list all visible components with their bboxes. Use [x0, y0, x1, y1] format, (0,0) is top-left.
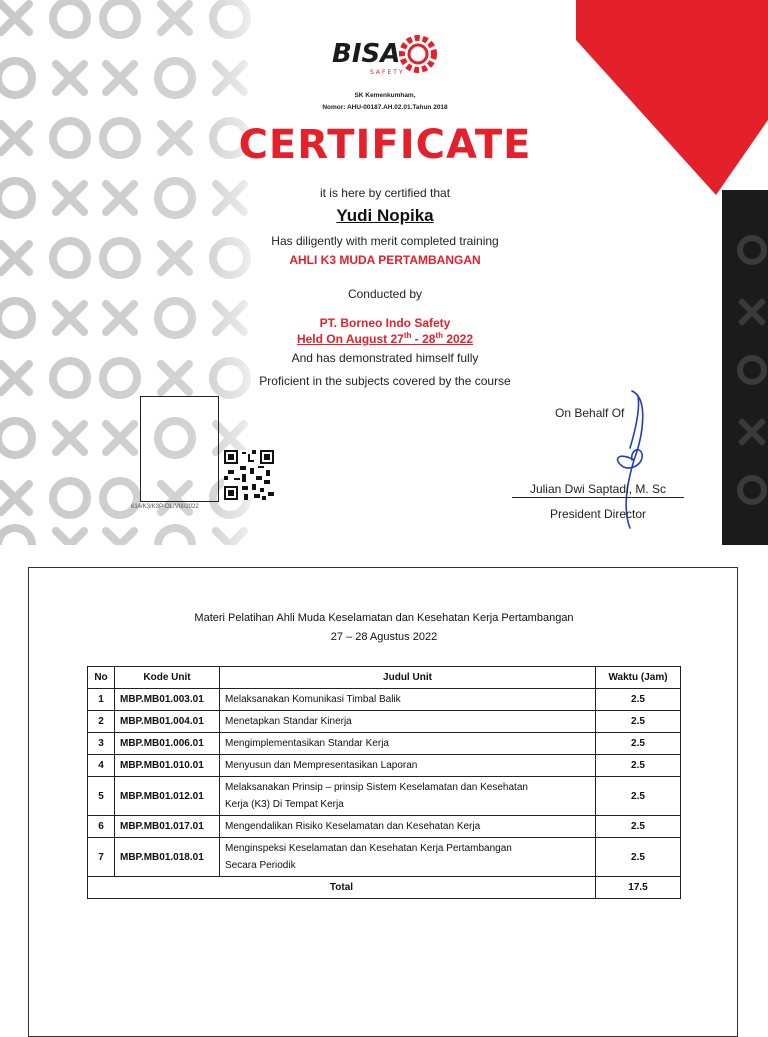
held-dates: [180, 331, 590, 346]
cell-kode: MBP.MB01.010.01: [115, 755, 220, 777]
certificate-title: CERTIFICATE: [238, 122, 532, 168]
completed-text: Has diligently with merit completed training: [271, 234, 499, 248]
cell-kode: MBP.MB01.003.01: [115, 689, 220, 711]
cell-waktu: 2.5: [596, 689, 681, 711]
materi-title: Materi Pelatihan Ahli Muda Keselamatan dan Kesehatan Kerja Pertambangan: [194, 612, 574, 624]
total-label: Total: [88, 877, 596, 899]
cell-waktu: 2.5: [596, 816, 681, 838]
held-prefix: Held On August 27: [296, 332, 404, 346]
recipient-name: Yudi Nopika: [336, 206, 434, 225]
red-corner-shape: [576, 0, 768, 200]
course-name: AHLI K3 MUDA PERTAMBANGAN: [289, 253, 481, 267]
cell-kode: MBP.MB01.012.01: [115, 777, 220, 816]
cell-waktu: 2.5: [596, 755, 681, 777]
held-sup-2: th: [435, 331, 443, 340]
cell-kode: MBP.MB01.018.01: [115, 838, 220, 877]
materi-page: [28, 567, 738, 1037]
photo-placeholder: [140, 396, 219, 502]
table-row: [88, 689, 681, 711]
sk-line-1: SK Kemenkumham,: [354, 92, 416, 99]
intro-text: it is here by certified that: [319, 186, 451, 200]
cell-judul: [220, 838, 596, 877]
cell-no: 5: [88, 777, 115, 816]
cell-judul: Menyusun dan Mempresentasikan Laporan: [220, 755, 596, 777]
proficient-text: Proficient in the subjects covered by the course: [259, 374, 511, 388]
certificate-number: 614/K3/K3P-OL/VIII/2022: [131, 504, 199, 510]
header-judul: Judul Unit: [220, 667, 596, 689]
held-sup-1: th: [403, 331, 412, 340]
cell-judul: Melaksanakan Komunikasi Timbal Balik: [220, 689, 596, 711]
total-row: [88, 877, 681, 899]
table-row: [88, 733, 681, 755]
sk-kemenkumham: [180, 90, 590, 114]
cell-no: 6: [88, 816, 115, 838]
on-behalf-label: On Behalf Of: [555, 406, 625, 420]
held-suffix: 2022: [443, 332, 474, 346]
cell-no: 2: [88, 711, 115, 733]
cell-kode: MBP.MB01.006.01: [115, 733, 220, 755]
cell-no: 1: [88, 689, 115, 711]
header-waktu: Waktu (Jam): [596, 667, 681, 689]
cell-kode: MBP.MB01.017.01: [115, 816, 220, 838]
cell-no: 4: [88, 755, 115, 777]
cell-waktu: 2.5: [596, 777, 681, 816]
header-kode: Kode Unit: [115, 667, 220, 689]
training-units-table: [87, 666, 681, 899]
table-header-row: [88, 667, 681, 689]
cell-judul: Mengendalikan Risiko Keselamatan dan Kesehatan Kerja: [220, 816, 596, 838]
cell-no: 3: [88, 733, 115, 755]
table-row: [88, 755, 681, 777]
table-row: [88, 816, 681, 838]
demonstrated-text: And has demonstrated himself fully: [291, 351, 479, 365]
cell-judul: Menetapkan Standar Kinerja: [220, 711, 596, 733]
cell-judul: Mengimplementasikan Standar Kerja: [220, 733, 596, 755]
cell-kode: MBP.MB01.004.01: [115, 711, 220, 733]
signer-name: Julian Dwi Saptadi, M. Sc: [512, 482, 684, 498]
cell-judul-line-2: Kerja (K3) Di Tempat Kerja: [225, 799, 344, 810]
dark-side-band: [722, 190, 768, 545]
cell-waktu: 2.5: [596, 838, 681, 877]
header-no: No: [88, 667, 115, 689]
cell-judul-line-1: Melaksanakan Prinsip – prinsip Sistem Keselamatan dan Kesehatan: [225, 782, 528, 793]
cell-waktu: 2.5: [596, 711, 681, 733]
conducted-by-label: Conducted by: [347, 287, 423, 301]
signer-title: President Director: [549, 507, 647, 521]
cell-judul: [220, 777, 596, 816]
cell-judul-line-2: Secara Periodik: [225, 860, 296, 871]
total-value: 17.5: [596, 877, 681, 899]
cell-no: 7: [88, 838, 115, 877]
cell-waktu: 2.5: [596, 733, 681, 755]
qr-code: [224, 450, 274, 500]
organizer-name: PT. Borneo Indo Safety: [319, 316, 451, 330]
logo-tagline-text: SAFETY: [370, 69, 405, 76]
held-mid: - 28: [411, 332, 436, 346]
sk-line-2: Nomor: AHU-00187.AH.02.01.Tahun 2018: [322, 104, 448, 111]
materi-dates: 27 – 28 Agustus 2022: [330, 631, 438, 643]
bisa-safety-logo: [330, 28, 440, 82]
logo-brand-text: BISA: [332, 39, 401, 69]
table-row: [88, 711, 681, 733]
cell-judul-line-1: Menginspeksi Keselamatan dan Kesehatan Kerja Pertambangan: [225, 843, 512, 854]
table-row: [88, 838, 681, 877]
table-row: [88, 777, 681, 816]
